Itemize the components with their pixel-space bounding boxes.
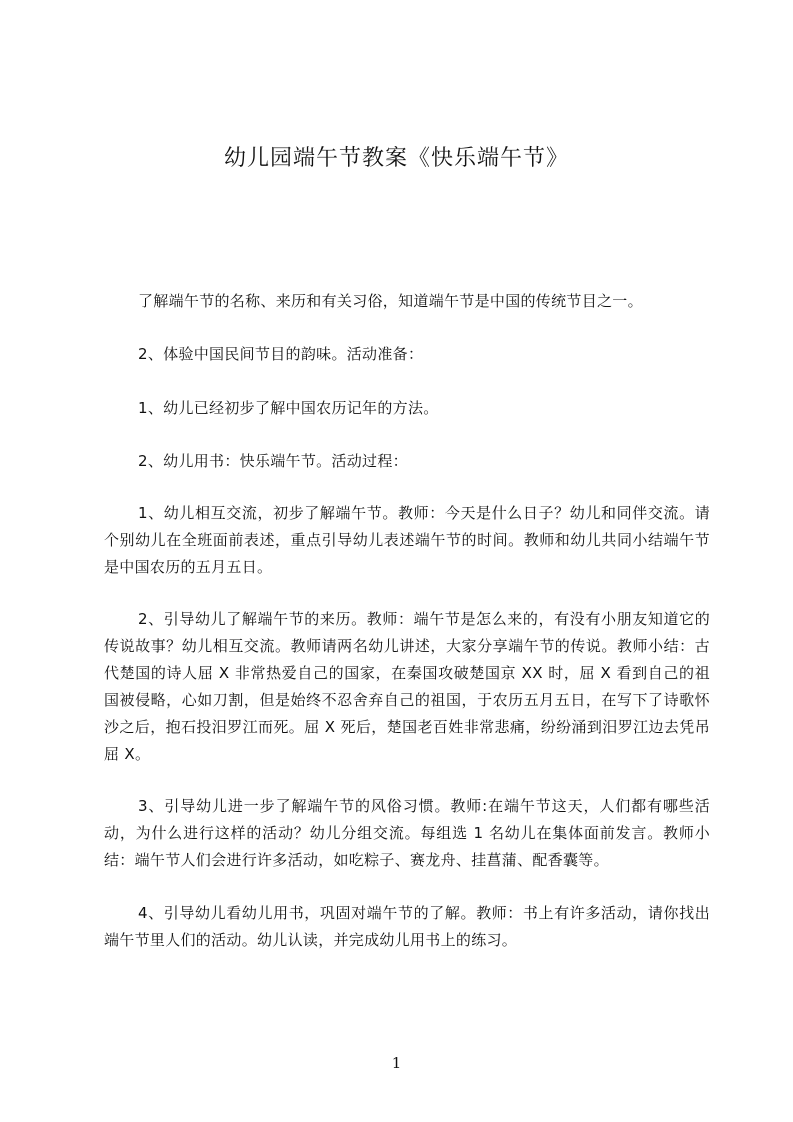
paragraph-prep-2: 2、幼儿用书：快乐端午节。活动过程： — [138, 452, 408, 470]
paragraph-goal: 了解端午节的名称、来历和有关习俗，知道端午节是中国的传统节目之一。 — [138, 292, 643, 310]
paragraph-goal-2: 2、体验中国民间节目的韵味。活动准备： — [138, 345, 424, 363]
paragraph-step-4: 4、引导幼儿看幼儿用书，巩固对端午节的了解。教师：书上有许多活动，请你找出端午节里人们的活动。幼儿认读，并完成幼儿用书上的练习。 — [104, 904, 710, 949]
paragraph-prep-1: 1、幼儿已经初步了解中国农历记年的方法。 — [138, 399, 439, 417]
paragraph-step-3: 3、引导幼儿进一步了解端午节的风俗习惯。教师:在端午节这天，人们都有哪些活动，为什么进行这样的活动？幼儿分组交流。每组选 1 名幼儿在集体面前发言。教师小结：端午节人们会进行许多活动，如吃粽子、赛龙舟、挂菖蒲、配香囊等。 — [104, 797, 710, 869]
paragraph-step-2: 2、引导幼儿了解端午节的来历。教师：端午节是怎么来的，有没有小朋友知道它的传说故事？幼儿相互交流。教师请两名幼儿讲述，大家分享端午节的传说。教师小结：古代楚国的诗人屈 X 非常热爱自己的国家，在秦国攻破楚国京 XX 时，屈 X 看到自己的祖国被侵略，心如刀割，但是始终不忍舍弃自己的祖国，于农历五月五日，在写下了诗歌怀沙之后，抱石投汨罗江而死。屈 X 死后，楚国老百姓非常悲痛，纷纷涌到汨罗江边去凭吊屈 X。 — [104, 610, 710, 763]
document-title: 幼儿园端午节教案《快乐端午节》 — [223, 146, 569, 171]
page-number: 1 — [391, 1054, 402, 1072]
paragraph-step-1: 1、幼儿相互交流，初步了解端午节。教师：今天是什么日子？幼儿和同伴交流。请个别幼儿在全班面前表述，重点引导幼儿表述端午节的时间。教师和幼儿共同小结端午节是中国农历的五月五日。 — [104, 504, 710, 576]
